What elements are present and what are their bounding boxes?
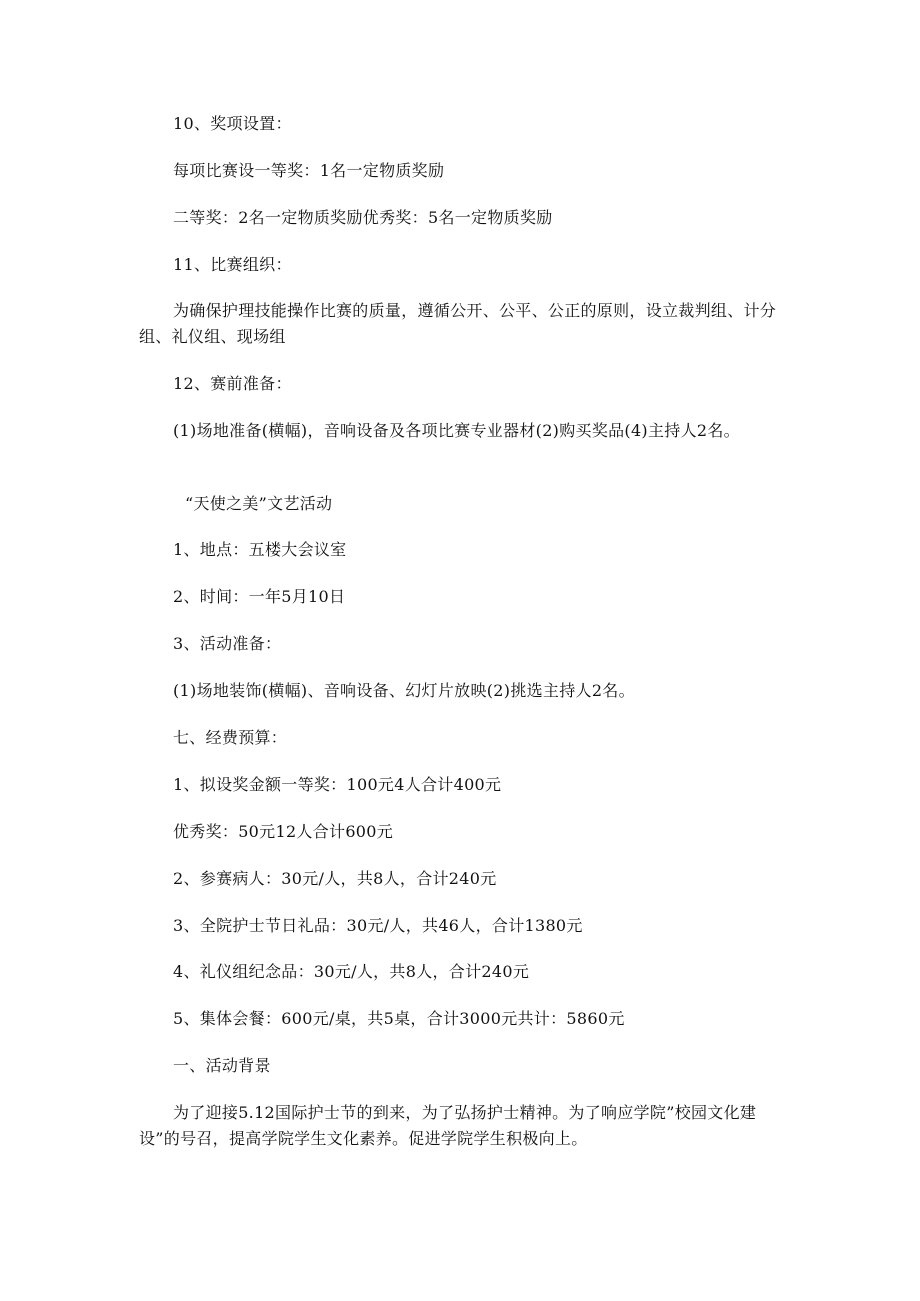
budget-item-gifts: 3、全院护士节日礼品：30元/人，共46人，合计1380元 [173,916,583,935]
heading-budget: 七、经费预算： [173,728,288,747]
paragraph-background: 为了迎接5.12国际护士节的到来，为了弘扬护士精神。为了响应学院”校园文化建设”的号召，提高学院学生文化素养。促进学院学生积极向上。 [139,1103,757,1148]
heading-activity-preparation: 3、活动准备： [173,634,282,653]
budget-item-patients: 2、参赛病人：30元/人，共8人，合计240元 [173,869,497,888]
paragraph-time: 2、时间：一年5月10日 [173,587,346,606]
budget-item-first-prize: 1、拟设奖金额一等奖：100元4人合计400元 [173,775,502,794]
paragraph-organization: 为确保护理技能操作比赛的质量，遵循公开、公平、公正的原则，设立裁判组、计分组、礼仪组、现场组 [139,301,777,346]
heading-organization: 11、比赛组织： [173,255,292,274]
heading-background: 一、活动背景 [173,1056,271,1075]
budget-item-banquet: 5、集体会餐：600元/桌，共5桌，合计3000元共计：5860元 [173,1009,625,1028]
paragraph-activity-preparation: (1)场地装饰(横幅)、音响设备、幻灯片放映(2)挑选主持人2名。 [173,681,635,700]
paragraph-location: 1、地点：五楼大会议室 [173,540,347,559]
paragraph-first-prize: 每项比赛设一等奖：1名一定物质奖励 [173,161,445,180]
paragraph-preparation: (1)场地准备(横幅)，音响设备及各项比赛专业器材(2)购买奖品(4)主持人2名。 [173,421,740,440]
heading-angel-beauty: “天使之美”文艺活动 [185,494,333,513]
heading-awards: 10、奖项设置： [173,114,292,133]
budget-item-souvenirs: 4、礼仪组纪念品：30元/人，共8人，合计240元 [173,962,530,981]
paragraph-second-prize: 二等奖：2名一定物质奖励优秀奖：5名一定物质奖励 [173,208,553,227]
heading-preparation: 12、赛前准备： [173,374,292,393]
budget-item-excellence: 优秀奖：50元12人合计600元 [173,822,394,841]
